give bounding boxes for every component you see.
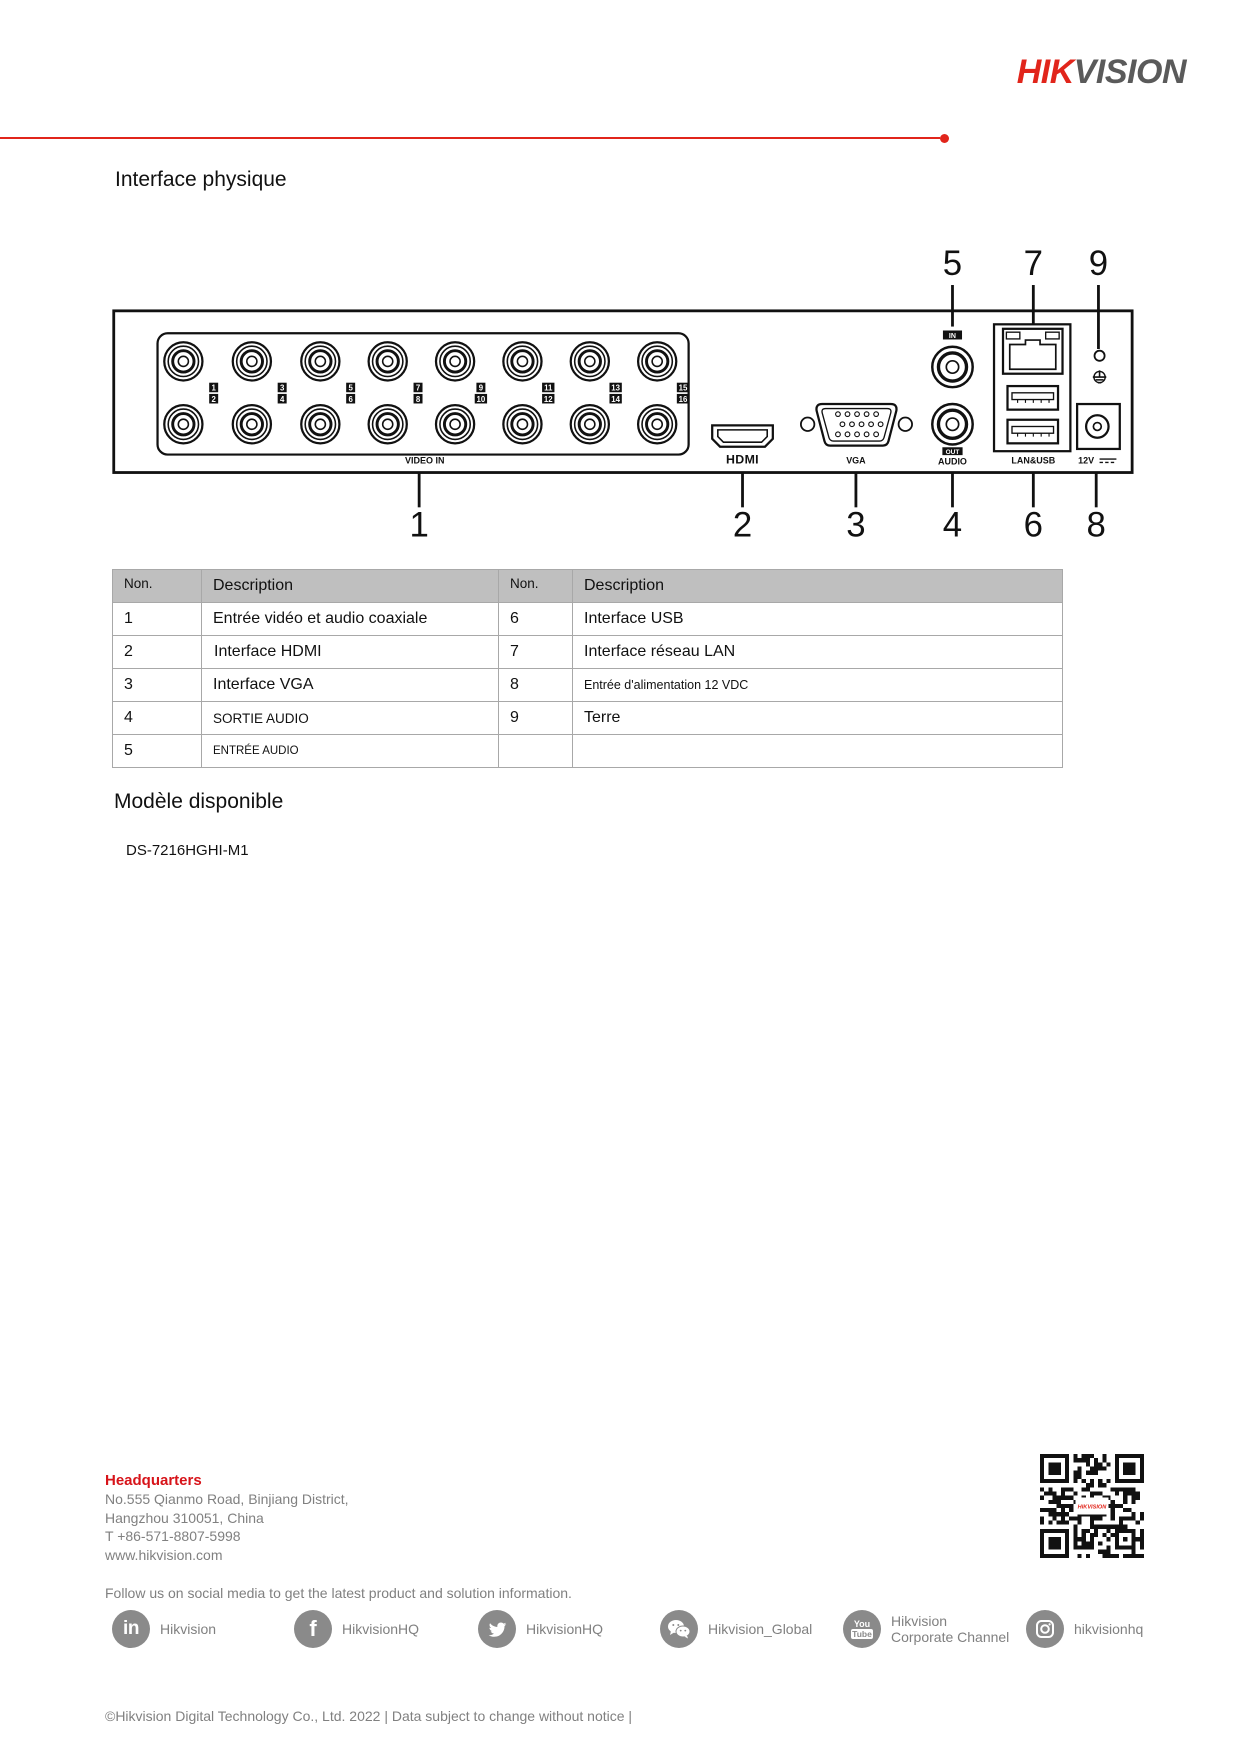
- vga-pin: [855, 432, 860, 437]
- audio-out-rca: [932, 404, 972, 444]
- logo-vision: VISION: [1073, 53, 1186, 91]
- channel-number: 3: [279, 383, 285, 393]
- channel-tag-3: [278, 383, 287, 393]
- hikvision-logo: [1017, 52, 1186, 92]
- table-header-no: Non.: [113, 570, 202, 603]
- table-cell-no: 1: [113, 603, 202, 636]
- table-cell-no: 5: [113, 735, 202, 768]
- hdmi-port: [712, 425, 773, 446]
- social-facebook[interactable]: [294, 1610, 419, 1648]
- youtube-glyph-top: You: [853, 1619, 871, 1629]
- bnc-connector-10: [436, 405, 474, 443]
- channel-number: 12: [543, 394, 553, 404]
- table-cell-no: 9: [499, 702, 573, 735]
- device-rear-panel: [114, 311, 1132, 473]
- channel-number: 6: [348, 394, 353, 404]
- table-cell-no: 3: [113, 669, 202, 702]
- table-header-no: Non.: [499, 570, 573, 603]
- social-label: Hikvision_Global: [708, 1621, 813, 1637]
- social-linkedin[interactable]: [112, 1610, 216, 1648]
- channel-tag-9: [476, 383, 485, 393]
- bnc-connector-1: [164, 342, 202, 380]
- vga-screw-left: [801, 418, 814, 431]
- table-header-description: Description: [573, 570, 1063, 603]
- vga-pin: [845, 432, 850, 437]
- ground-terminal: [1095, 351, 1105, 361]
- social-label: HikvisionHQ: [342, 1621, 420, 1637]
- callout-2: 2: [732, 505, 753, 545]
- bnc-connector-11: [503, 342, 541, 380]
- bnc-connector-14: [571, 405, 609, 443]
- audio-in-label: IN: [948, 332, 957, 340]
- model-name: DS-7216HGHI-M1: [126, 842, 249, 859]
- table-cell-description: Interface HDMI: [202, 636, 499, 669]
- linkedin-glyph: in: [123, 1618, 139, 1639]
- vga-pins: [836, 412, 883, 437]
- social-label-line: Corporate Channel: [891, 1629, 1010, 1645]
- bnc-connector-13: [571, 342, 609, 380]
- vga-label: VGA: [846, 455, 866, 466]
- channel-number: 11: [544, 383, 553, 393]
- vga-pin: [859, 422, 864, 427]
- callout-7: 7: [1023, 243, 1044, 283]
- channel-number: 15: [678, 383, 688, 393]
- social-label: [891, 1613, 1009, 1645]
- bnc-connector-8: [369, 405, 407, 443]
- callout-5: 5: [942, 243, 963, 283]
- interface-table: [112, 569, 1063, 768]
- header-rule: [0, 137, 940, 139]
- table-cell-no: 2: [113, 636, 202, 669]
- channel-tag-5: [346, 383, 355, 393]
- bnc-connector-16: [638, 405, 676, 443]
- social-youtube[interactable]: [843, 1610, 1009, 1648]
- ground-symbol-icon: [1093, 370, 1106, 382]
- vga-screw-right: [899, 418, 912, 431]
- power-label: 12V: [1078, 455, 1095, 466]
- callout-lines: [419, 285, 1098, 507]
- bnc-connector-2: [164, 405, 202, 443]
- channel-number: 2: [211, 394, 216, 404]
- model-section-title: Modèle disponible: [114, 790, 284, 813]
- twitter-icon: [478, 1610, 516, 1648]
- channel-tag-6: [346, 394, 355, 404]
- lan-usb-block: [994, 324, 1070, 451]
- channel-number: 9: [478, 383, 484, 393]
- bnc-connector-5: [301, 342, 339, 380]
- table-cell-no: 7: [499, 636, 573, 669]
- vga-pin: [874, 432, 879, 437]
- table-row: [113, 735, 1063, 768]
- channel-number: 16: [678, 394, 688, 404]
- qr-code: [1040, 1453, 1144, 1559]
- table-cell-description: Interface réseau LAN: [573, 636, 1063, 669]
- vga-pin: [855, 412, 860, 417]
- table-row: [113, 669, 1063, 702]
- callout-1: 1: [409, 505, 429, 545]
- vga-pin: [864, 432, 869, 437]
- channel-tag-4: [278, 394, 287, 404]
- channel-number: 1: [211, 383, 216, 393]
- social-instagram[interactable]: [1026, 1610, 1143, 1648]
- vga-pin: [836, 412, 841, 417]
- table-cell-no: 4: [113, 702, 202, 735]
- headquarters-title: Headquarters: [105, 1472, 202, 1489]
- vga-pin: [864, 412, 869, 417]
- channel-tag-10: [475, 394, 487, 404]
- bnc-connector-12: [503, 405, 541, 443]
- channel-number: 7: [415, 383, 421, 393]
- table-cell-no: 6: [499, 603, 573, 636]
- video-in-label: VIDEO IN: [405, 455, 445, 466]
- callout-9: 9: [1088, 243, 1109, 283]
- rear-panel-diagram: [101, 230, 1146, 550]
- usb-port-2: [1008, 420, 1059, 444]
- channel-tag-15: [677, 383, 689, 393]
- channel-tag-7: [414, 383, 423, 393]
- audio-label: AUDIO: [938, 456, 967, 467]
- dc-symbol-icon: [1100, 459, 1117, 462]
- vga-pin: [874, 412, 879, 417]
- lan-usb-label: LAN&USB: [1011, 455, 1056, 466]
- headquarters-address: [105, 1490, 349, 1564]
- phone-line: T +86-571-8807-5998: [105, 1528, 241, 1544]
- channel-number: 10: [476, 394, 486, 404]
- power-jack: [1077, 404, 1120, 449]
- bnc-connector-3: [233, 342, 271, 380]
- vga-pin: [845, 412, 850, 417]
- table-cell-description: [573, 735, 1063, 768]
- social-label: hikvisionhq: [1074, 1621, 1144, 1637]
- qr-center-logo: HIKVISION: [1077, 1504, 1107, 1511]
- channel-tag-1: [209, 383, 218, 393]
- callout-3: 3: [846, 505, 866, 545]
- channel-tag-12: [542, 394, 554, 404]
- bnc-connector-4: [233, 405, 271, 443]
- channel-number: 14: [611, 394, 621, 404]
- facebook-glyph: f: [309, 1616, 317, 1641]
- table-header-row: [113, 570, 1063, 603]
- audio-in-rca: [932, 347, 972, 387]
- vga-pin: [840, 422, 845, 427]
- channel-tag-16: [677, 394, 689, 404]
- website-link[interactable]: www.hikvision.com: [105, 1546, 223, 1563]
- address-line: Hangzhou 310051, China: [105, 1509, 264, 1526]
- table-cell-description: Terre: [573, 702, 1063, 735]
- callout-8: 8: [1086, 505, 1106, 545]
- rj45-port: [1003, 329, 1063, 374]
- table-cell-description: Entrée d'alimentation 12 VDC: [573, 669, 1063, 702]
- address-line: No.555 Qianmo Road, Binjiang District,: [105, 1491, 349, 1507]
- social-follow-text: Follow us on social media to get the latest product and solution information.: [105, 1585, 572, 1601]
- channel-tag-8: [414, 394, 423, 404]
- table-cell-description: Interface VGA: [202, 669, 499, 702]
- table-row: [113, 636, 1063, 669]
- logo-hik: HIK: [1016, 53, 1074, 91]
- bnc-connector-6: [301, 405, 339, 443]
- social-twitter[interactable]: [478, 1610, 603, 1648]
- table-row: [113, 603, 1063, 636]
- audio-out-label: OUT: [945, 448, 960, 456]
- vga-port: [801, 404, 912, 446]
- social-label-line: Hikvision: [891, 1613, 948, 1629]
- usb-port-1: [1008, 386, 1059, 410]
- bnc-connector-9: [436, 342, 474, 380]
- vga-pin: [869, 422, 874, 427]
- copyright-notice: ©Hikvision Digital Technology Co., Ltd. 2022 | Data subject to change without notice |: [105, 1708, 633, 1724]
- video-in-bnc-connectors: [164, 342, 676, 443]
- channel-number: 5: [348, 383, 353, 393]
- vga-pin: [850, 422, 855, 427]
- table-row: [113, 702, 1063, 735]
- facebook-icon: [294, 1610, 332, 1648]
- bnc-connector-15: [638, 342, 676, 380]
- table-cell-description: Entrée vidéo et audio coaxiale: [202, 603, 499, 636]
- social-label: Hikvision: [160, 1621, 217, 1637]
- social-label: HikvisionHQ: [526, 1621, 604, 1637]
- channel-number-labels: [209, 383, 689, 404]
- table-cell-no: [499, 735, 573, 768]
- wechat-icon: [660, 1610, 698, 1648]
- table-cell-no: 8: [499, 669, 573, 702]
- vga-pin: [878, 422, 883, 427]
- social-wechat[interactable]: [660, 1610, 812, 1648]
- channel-tag-13: [609, 383, 621, 393]
- channel-number: 8: [415, 394, 421, 404]
- callout-4: 4: [942, 505, 963, 545]
- vga-pin: [836, 432, 841, 437]
- header-rule-dot: [940, 134, 949, 143]
- channel-tag-14: [609, 394, 621, 404]
- channel-tag-2: [209, 394, 218, 404]
- channel-number: 4: [279, 394, 285, 404]
- table-cell-description: SORTIE AUDIO: [202, 702, 499, 735]
- bnc-connector-7: [369, 342, 407, 380]
- callout-6: 6: [1023, 505, 1044, 545]
- channel-number: 13: [611, 383, 621, 393]
- youtube-icon: [843, 1610, 881, 1648]
- table-cell-description: Interface USB: [573, 603, 1063, 636]
- table-cell-description: ENTRÉE AUDIO: [202, 735, 499, 768]
- linkedin-icon: [112, 1610, 150, 1648]
- instagram-icon: [1026, 1610, 1064, 1648]
- channel-tag-11: [542, 383, 554, 393]
- interface-section-title: Interface physique: [115, 168, 287, 191]
- table-header-description: Description: [202, 570, 499, 603]
- youtube-glyph-bottom: Tube: [852, 1629, 872, 1639]
- hdmi-label: HDMI: [726, 452, 759, 467]
